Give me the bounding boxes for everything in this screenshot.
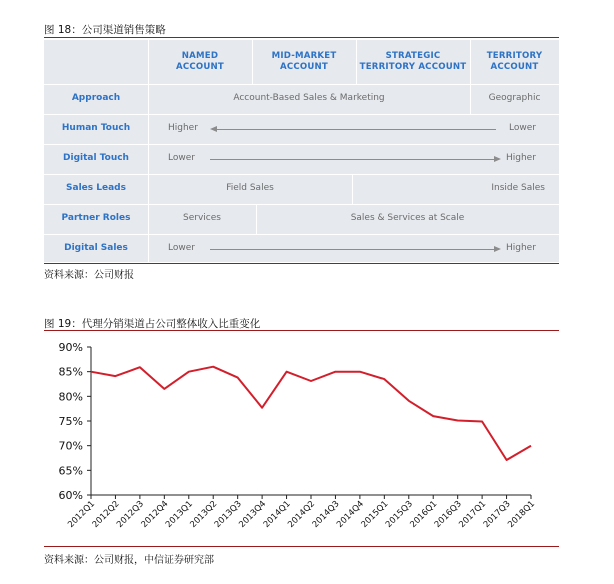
- x-tick-label: 2014Q2: [286, 499, 318, 530]
- x-tick-label: 2015Q3: [383, 499, 415, 530]
- header-strategic-territory-account: STRATEGIC TERRITORY ACCOUNT: [359, 51, 467, 72]
- y-tick-label: 70%: [58, 439, 83, 453]
- row-label-partner-roles: Partner Roles: [61, 213, 131, 223]
- x-tick-label: 2018Q1: [506, 499, 538, 530]
- row-label-approach: Approach: [71, 93, 121, 103]
- x-tick-label: 2017Q1: [457, 499, 489, 530]
- x-tick-label: 2012Q1: [66, 499, 98, 530]
- cell-services: Services: [183, 213, 221, 223]
- header-mid-market-account: MID-MARKET ACCOUNT: [271, 51, 337, 72]
- row-label-digital-touch: Digital Touch: [63, 153, 129, 163]
- x-tick-label: 2013Q1: [163, 499, 195, 530]
- figure19-bottom-rule: [44, 546, 559, 547]
- x-tick-label: 2012Q4: [139, 499, 171, 530]
- x-tick-label: 2014Q4: [335, 499, 367, 530]
- y-tick-label: 60%: [58, 489, 83, 502]
- row-label-digital-sales: Digital Sales: [64, 243, 128, 253]
- digital-sales-left-value: Lower: [168, 243, 195, 253]
- y-tick-label: 80%: [58, 390, 83, 404]
- x-tick-label: 2013Q4: [237, 499, 269, 530]
- human-touch-right-value: Lower: [509, 123, 536, 133]
- x-tick-label: 2014Q1: [261, 499, 293, 530]
- x-tick-label: 2012Q2: [90, 499, 122, 530]
- human-touch-left-value: Higher: [168, 123, 198, 133]
- figure18-source: 资料来源：公司财报: [44, 270, 134, 281]
- x-tick-label: 2015Q1: [359, 499, 391, 530]
- row-label-human-touch: Human Touch: [61, 123, 131, 133]
- x-tick-label: 2013Q2: [188, 499, 220, 530]
- cell-field-sales: Field Sales: [226, 183, 274, 193]
- digital-touch-right-value: Higher: [506, 153, 536, 163]
- x-tick-label: 2014Q3: [310, 499, 342, 530]
- digital-sales-right-value: Higher: [506, 243, 536, 253]
- figure19-caption: 图 19：代理分销渠道占公司整体收入比重变化: [44, 318, 261, 330]
- figure18-caption: 图 18：公司渠道销售策略: [44, 24, 166, 36]
- cell-inside-sales: Inside Sales: [491, 183, 545, 193]
- header-territory-account: TERRITORY ACCOUNT: [486, 51, 543, 72]
- x-tick-label: 2016Q3: [432, 499, 464, 530]
- y-tick-label: 85%: [58, 365, 83, 379]
- x-tick-label: 2012Q3: [115, 499, 147, 530]
- digital-touch-left-value: Lower: [168, 153, 195, 163]
- row-label-sales-leads: Sales Leads: [66, 183, 126, 193]
- y-tick-label: 90%: [58, 341, 83, 354]
- y-tick-label: 75%: [58, 415, 83, 428]
- y-tick-label: 65%: [58, 464, 83, 478]
- figure19-source: 资料来源：公司财报，中信证券研究部: [44, 555, 214, 566]
- x-tick-label: 2016Q1: [408, 499, 440, 530]
- x-tick-label: 2017Q3: [481, 499, 513, 530]
- x-tick-label: 2013Q3: [212, 499, 244, 530]
- cell-sales-services-at-scale: Sales & Services at Scale: [350, 213, 465, 223]
- cell-geographic: Geographic: [488, 93, 541, 103]
- series-line: [91, 367, 531, 460]
- header-named-account: NAMED ACCOUNT: [175, 51, 224, 72]
- cell-account-based: Account-Based Sales & Marketing: [233, 93, 385, 103]
